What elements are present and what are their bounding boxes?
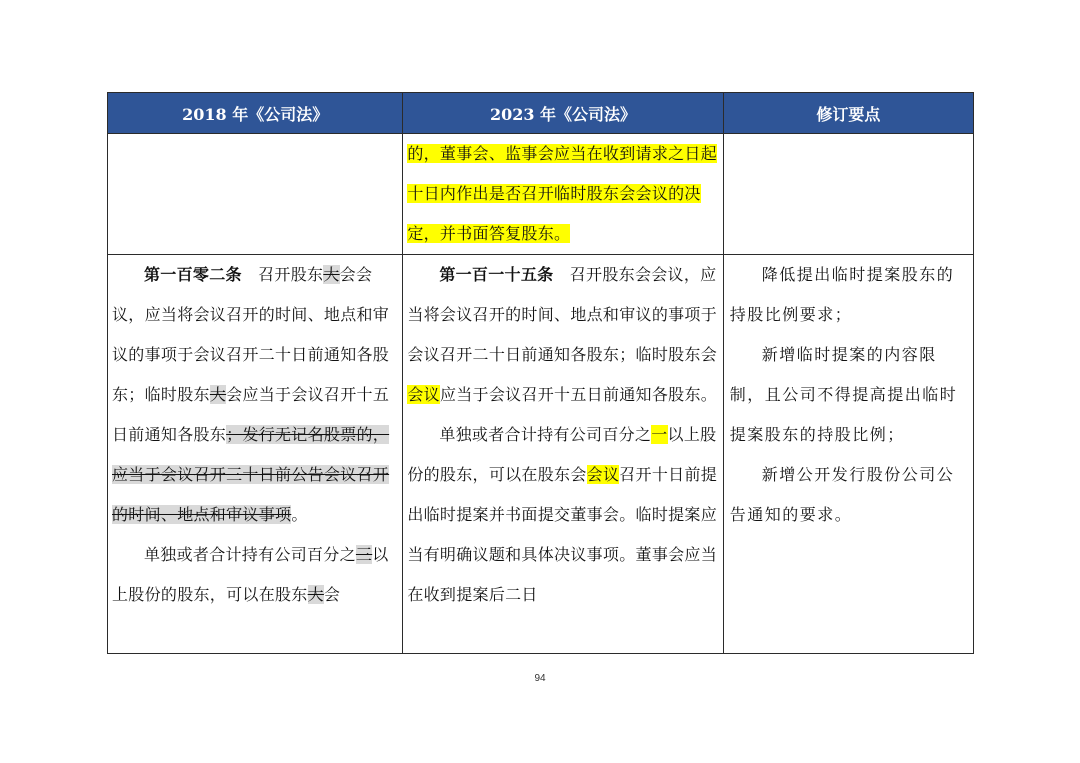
cell-notes-continued (723, 134, 973, 255)
revision-note: 降低提出临时提案股东的持股比例要求； (729, 265, 955, 324)
text-run: 应当于会议召开十五日前通知各股东。 (439, 385, 718, 404)
deleted-text: 大 (209, 385, 227, 404)
highlighted-text: 一 (651, 425, 668, 444)
text-run: 会会议，应当将会议召开的时间、地点和审议的事项于会议召开二十日前通知各股东；临时股东 (112, 265, 390, 404)
header-2023-law: 2023 年《公司法》 (403, 93, 723, 134)
cell-2023-article-115 (403, 255, 723, 654)
article-title: 第一百零二条 (144, 265, 242, 284)
highlighted-text: 的，董事会、监事会应当在收到请求之日起十日内作出是否召开临时股东会会议的决定，并书面答复股东。 (407, 144, 718, 243)
text-run: 召开股东 (241, 265, 324, 284)
text-run: 召开十日前提出临时提案并书面提交董事会。临时提案应当有明确议题和具体决议事项。董事会应当在收到提案后二日 (407, 465, 718, 604)
page-number: 94 (534, 673, 546, 684)
text-run: 会应当于会议召开十五日前通知各股东 (112, 385, 390, 444)
table-row (108, 255, 974, 654)
deleted-text: 大 (323, 265, 340, 284)
cell-2018-continued (108, 134, 403, 255)
paragraph (112, 535, 398, 615)
table-header-row (108, 93, 974, 134)
revision-note: 新增临时提案的内容限制，且公司不得提高提出临时提案股东的持股比例； (729, 345, 958, 444)
header-2018-law: 2018 年《公司法》 (108, 93, 403, 134)
text-run: 。 (291, 505, 308, 524)
deleted-text: ；发行无记名股票的，应当于会议召开三十日前公告会议召开的时间、地点和审议事项 (112, 425, 390, 524)
paragraph (112, 255, 398, 535)
cell-2023-continued (403, 134, 723, 255)
text-run: 以上股份的股东，可以在股东会 (407, 425, 717, 484)
text-run: 会 (323, 585, 341, 604)
table-row (108, 134, 974, 255)
text-run: 以上股份的股东，可以在股东 (112, 545, 389, 604)
highlighted-text: 会议 (586, 465, 620, 484)
paragraph (407, 255, 718, 415)
article-title: 第一百一十五条 (439, 265, 554, 284)
comparison-table (107, 92, 974, 654)
cell-revision-notes (723, 255, 973, 654)
highlighted-text: 会议 (407, 385, 440, 404)
deleted-text: 大 (307, 585, 324, 604)
deleted-text: 三 (355, 545, 373, 564)
text-run: 单独或者合计持有公司百分之 (439, 425, 652, 444)
text-run: 单独或者合计持有公司百分之 (144, 545, 356, 564)
revision-note: 新增公开发行股份公司公告通知的要求。 (729, 465, 955, 524)
cell-2018-article-102 (108, 255, 403, 654)
paragraph (407, 415, 718, 615)
header-revision-points: 修订要点 (723, 93, 973, 134)
text-run: 召开股东会会议，应当将会议召开的时间、地点和审议的事项于会议召开二十日前通知各股东；临时股东会 (407, 265, 718, 364)
